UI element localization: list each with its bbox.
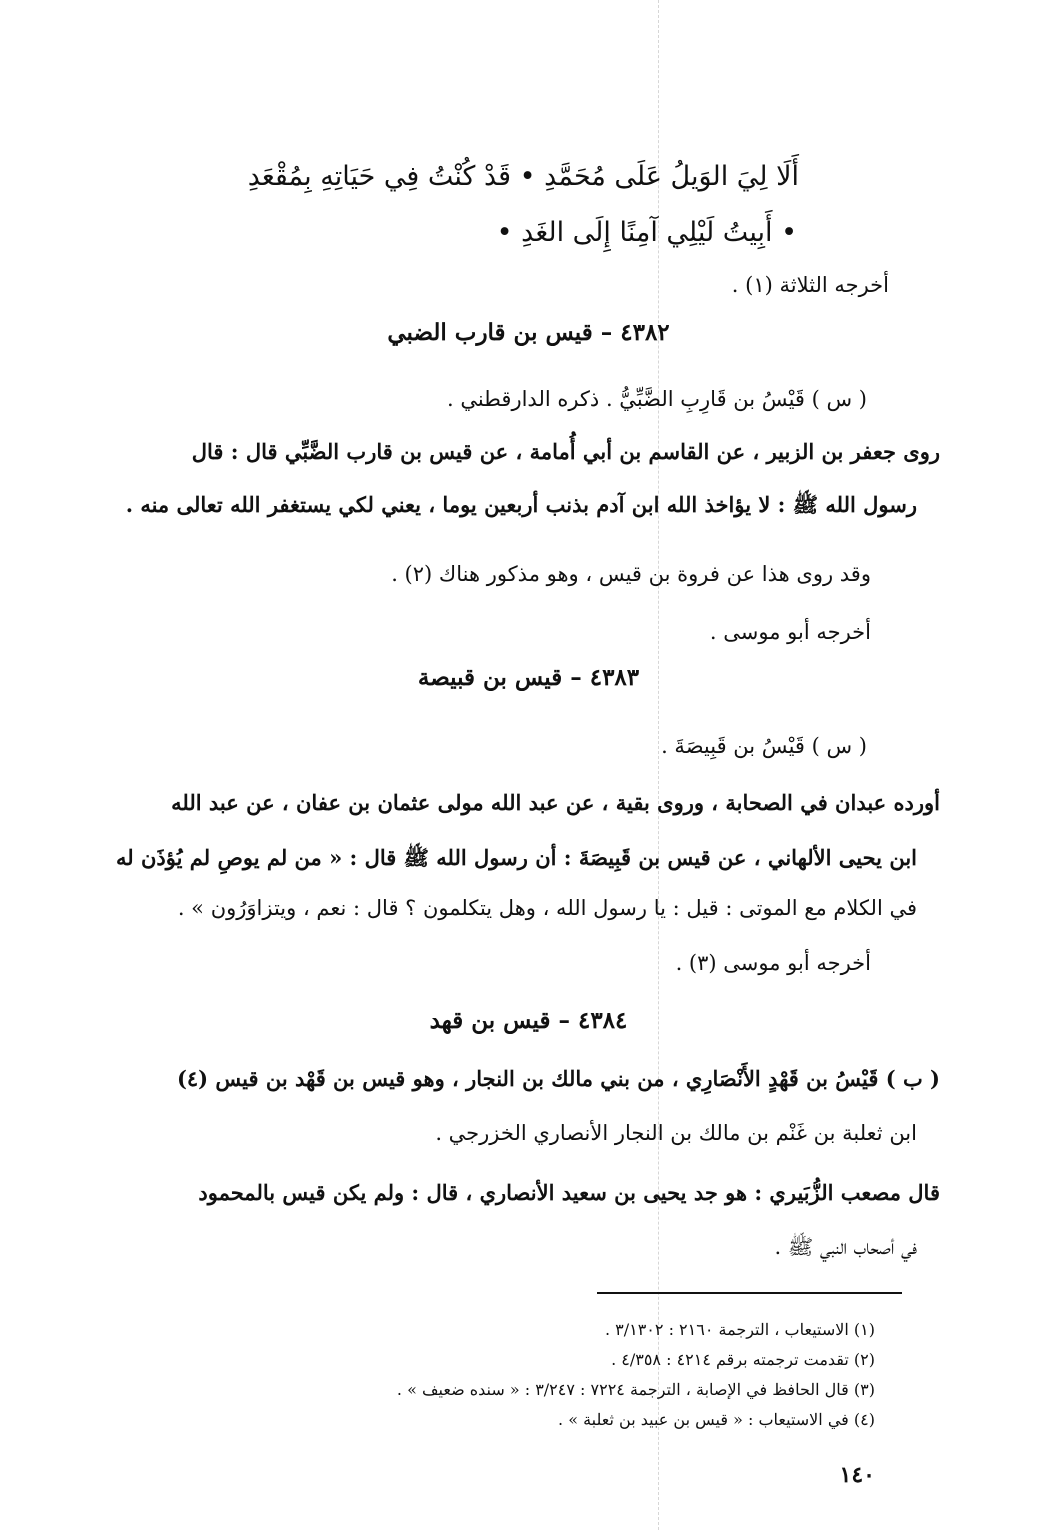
entry-4384-line-4: في أصحاب النبي ﷺ . (774, 1235, 917, 1259)
entry-heading-4382: ٤٣٨٢ – قيس بن قارب الضبي (387, 319, 670, 346)
footnote-4: (٤) في الاستيعاب : « قيس بن عبيد بن ثعلبة » . (558, 1410, 875, 1429)
entry-4382-line-4: وقد روى هذا عن فروة بن قيس ، وهو مذكور هناك (٢) . (391, 562, 871, 586)
entry-heading-4383: ٤٣٨٣ – قيس بن قبيصة (417, 664, 640, 691)
footnote-1: (١) الاستيعاب ، الترجمة ٢١٦٠ : ٣/١٣٠٢ . (604, 1320, 875, 1339)
entry-4383-line-5: أخرجه أبو موسى (٣) . (675, 951, 871, 975)
entry-4382-line-3: رسول الله ﷺ : لا يؤاخذ الله ابن آدم بذنب أربعين يوما ، يعني لكي يستغفر الله تعالى منه . (125, 492, 917, 517)
entry-4382-line-1: ( س ) قَيْسُ بن قَارِبِ الضَّبِّيُّ . ذكره الدارقطني . (446, 387, 867, 411)
page-number: ١٤٠ (839, 1462, 875, 1488)
entry-4383-line-4: في الكلام مع الموتى : قيل : يا رسول الله ، وهل يتكلمون ؟ قال : نعم ، ويتزاوَرُون » . (177, 896, 917, 920)
entry-4383-line-3: ابن يحيى الألهاني ، عن قيس بن قَبِيصَةَ : أن رسول الله ﷺ قال : « من لم يوصِ لم يُؤذَن له (116, 845, 917, 870)
footnote-2: (٢) تقدمت ترجمته برقم ٤٢١٤ : ٤/٣٥٨ . (611, 1350, 875, 1369)
footnote-separator (597, 1292, 902, 1294)
footnote-3: (٣) قال الحافظ في الإصابة ، الترجمة ٧٢٢٤ : ٣/٢٤٧ : « سنده ضعيف » . (396, 1380, 875, 1399)
poem-verse-2: • أَبِيتُ لَيْلِي آمِنًا إِلَى الغَدِ • (496, 217, 797, 248)
entry-4384-line-3: قال مصعب الزُّبَيري : هو جد يحيى بن سعيد الأنصاري ، قال : ولم يكن قيس بالمحمود (198, 1180, 940, 1205)
entry-4383-line-1: ( س ) قَيْسُ بن قَبِيصَةَ . (661, 734, 867, 758)
entry-4382-line-2: روى جعفر بن الزبير ، عن القاسم بن أبي أُمامة ، عن قيس بن قارب الضَّبِّي قال : قال (191, 439, 940, 464)
entry-4384-line-1: ( ب ) قَيْسُ بن قَهْدٍ الأَنْصَارِي ، من بني مالك بن النجار ، وهو قيس بن قَهْد بن قيس (٤) (176, 1066, 940, 1091)
closing-previous-entry: أخرجه الثلاثة (١) . (731, 273, 889, 297)
entry-4382-line-5: أخرجه أبو موسى . (709, 620, 871, 644)
entry-4383-line-2: أورده عبدان في الصحابة ، وروى بقية ، عن عبد الله مولى عثمان بن عفان ، عن عبد الله (171, 790, 940, 815)
poem-verse-1: أَلَا لِيَ الوَيلُ عَلَى مُحَمَّدِ • قَدْ كُنْتُ فِي حَيَاتِهِ بِمُقْعَدِ (247, 161, 799, 192)
entry-heading-4384: ٤٣٨٤ – قيس بن قهد (429, 1007, 628, 1034)
entry-4384-line-2: ابن ثعلبة بن غَنْم بن مالك بن النجار الأنصاري الخزرجي . (435, 1121, 917, 1145)
